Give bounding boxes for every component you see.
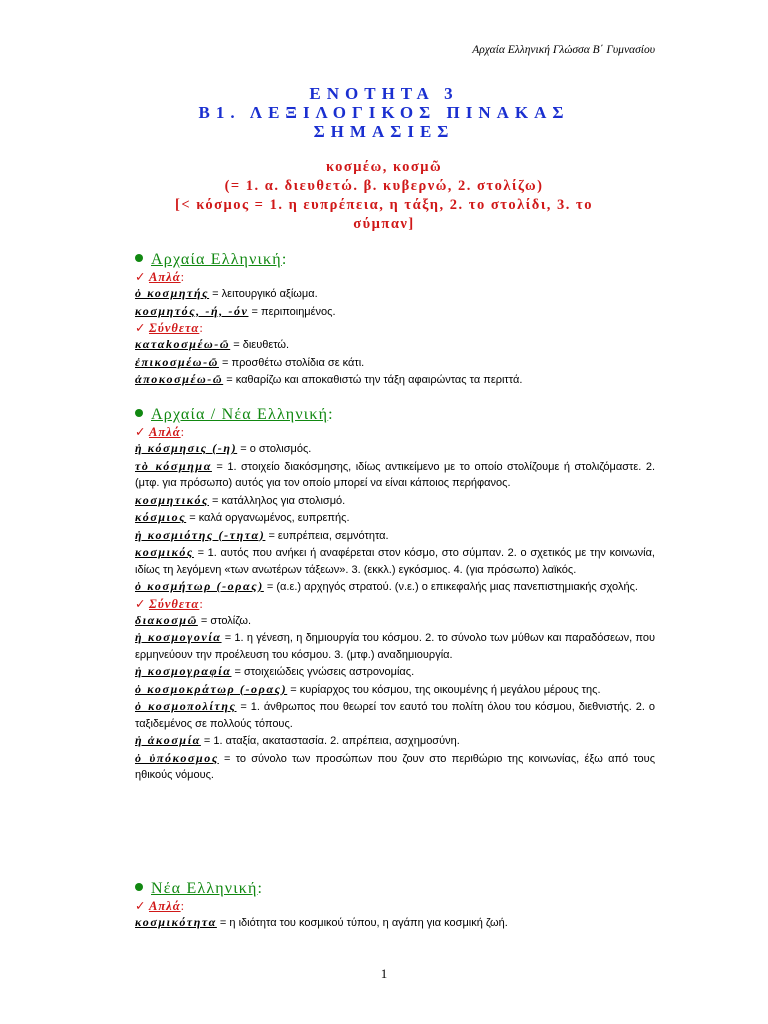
root-line-3: [< κόσμος = 1. η ευπρέπεια, η τάξη, 2. το στολίδι, 3. το — [174, 197, 593, 213]
section-ancient-modern-greek — [135, 406, 655, 784]
bullet-icon — [135, 409, 143, 417]
title-line-3: ΣΗΜΑΣΙΕΣ — [313, 122, 455, 141]
checkmark-icon: ✓ — [135, 596, 146, 611]
list-item: ὁ κοσμήτωρ (-ορας) = (α.ε.) αρχηγός στρατού. (ν.ε.) ο επικεφαλής μιας πανεπιστημιακής σχολής. — [135, 579, 638, 593]
root-line-1: κοσμέω, κοσμῶ — [325, 159, 443, 175]
list-item: καταkοσμέω-ῶ = διευθετώ. — [135, 337, 290, 351]
list-item: ἡ κοσμογραφία = στοιχειώδεις γνώσεις αστρονομίας. — [135, 664, 415, 678]
list-item: ἀποκοσμέω-ῶ = καθαρίζω και αποκαθιστώ την τάξη αφαιρώντας τα περιττά. — [135, 372, 523, 386]
root-word-block — [0, 158, 768, 234]
root-line-2: (= 1. α. διευθετώ. β. κυβερνώ, 2. στολίζω) — [224, 178, 544, 194]
list-item: ὁ ὑπόκοσμος = το σύνολο των προσώπων που ζουν στο περιθώριο της κοινωνίας, έξω από τους ηθικούς νόμους. — [135, 750, 655, 781]
subgroup-heading: ✓ Σύνθετα: — [135, 596, 203, 611]
list-item: κοσμικότητα = η ιδιότητα του κοσμικού τύπου, η αγάπη για κοσμική ζωή. — [135, 915, 508, 929]
unit-title — [0, 84, 768, 141]
list-item: διακοσμῶ = στολίζω. — [135, 612, 252, 627]
list-item: ἡ κοσμογονία = 1. η γένεση, η δημιουργία του κόσμου. 2. το σύνολο των μύθων και παραδόσεων, που ερμηνεύουν την προέλευση του κόσμου. 3. (μτφ.) αναδημιουργία. — [135, 630, 655, 661]
list-item: ὁ κοσμοκράτωρ (-ορας) = κυρίαρχος του κόσμου, της οικουμένης ή μεγάλου μέρους της. — [135, 681, 601, 696]
checkmark-icon: ✓ — [135, 270, 146, 284]
list-item: ἡ ἀκοσμία = 1. αταξία, ακαταστασία. 2. απρέπεια, ασχημοσύνη. — [135, 733, 460, 747]
list-item: τὸ κόσμημα = 1. στοιχείο διακόσμησης, ιδίως αντικείμενο με το οποίο στολίζουμε ή στολιζόμαστε. 2. (μτφ. για πρόσωπο) αυτός για τον οποίο μπορεί να είναι κάποιος περήφανος. — [135, 458, 655, 489]
bullet-icon — [135, 254, 143, 262]
subgroup-heading: ✓ Απλά: — [135, 425, 185, 439]
list-item: κοσμητός, -ή, -όν = περιποιημένος. — [135, 303, 336, 318]
section-heading: Αρχαία / Νέα Ελληνική: — [135, 406, 655, 424]
list-item: ἡ κοσμιότης (-τητα) = ευπρέπεια, σεμνότητα. — [135, 527, 389, 542]
subgroup-heading: ✓ Απλά: — [135, 270, 185, 284]
list-item: ὁ κοσμητής = λειτουργικό αξίωμα. — [135, 286, 318, 300]
section-modern-greek — [135, 880, 655, 932]
subgroup-heading: ✓ Σύνθετα: — [135, 321, 203, 335]
bullet-icon — [135, 883, 143, 891]
section-ancient-greek — [135, 251, 655, 389]
checkmark-icon: ✓ — [135, 899, 146, 913]
section-heading: Νέα Ελληνική: — [135, 880, 655, 898]
list-item: ὁ κοσμοπολίτης = 1. άνθρωπος που θεωρεί τον εαυτό του πολίτη όλου του κόσμου, διεθνιστής. 2. ο ταξιδεμένος σε πολλούς τόπους. — [135, 699, 656, 730]
page-number: 1 — [380, 966, 388, 981]
list-item: ἐπικοσμέω-ῶ = προσθέτω στολίδια σε κάτι. — [135, 354, 365, 369]
title-line-2: Β1. ΛΕΞΙΛΟΓΙΚΟΣ ΠΙΝΑΚΑΣ — [198, 103, 570, 122]
list-item: κοσμικός = 1. αυτός που ανήκει ή αναφέρεται στον κόσμο, στο σύμπαν. 2. ο σχετικός με την κοινωνία, ιδίως τη λεγόμενη «των ανωτέρων τάξεων». 3. (εκκλ.) εγκόσμιος. 4. (για πρόσωπο) λαϊκός. — [135, 545, 655, 576]
title-line-1: ΕΝΟΤΗΤΑ 3 — [309, 84, 459, 103]
root-line-4: σύμπαν] — [353, 216, 415, 232]
list-item: κόσμιος = καλά οργανωμένος, ευπρεπής. — [135, 510, 350, 524]
checkmark-icon: ✓ — [135, 425, 146, 439]
list-item: ἡ κόσμησις (-η) = ο στολισμός. — [135, 441, 312, 455]
section-heading: Αρχαία Ελληνική: — [135, 251, 655, 269]
running-header: Αρχαία Ελληνική Γλώσσα Β΄ Γυμνασίου — [472, 44, 655, 56]
checkmark-icon: ✓ — [135, 321, 146, 335]
list-item: κοσμητικός = κατάλληλος για στολισμό. — [135, 492, 346, 507]
subgroup-heading: ✓ Απλά: — [135, 899, 185, 913]
